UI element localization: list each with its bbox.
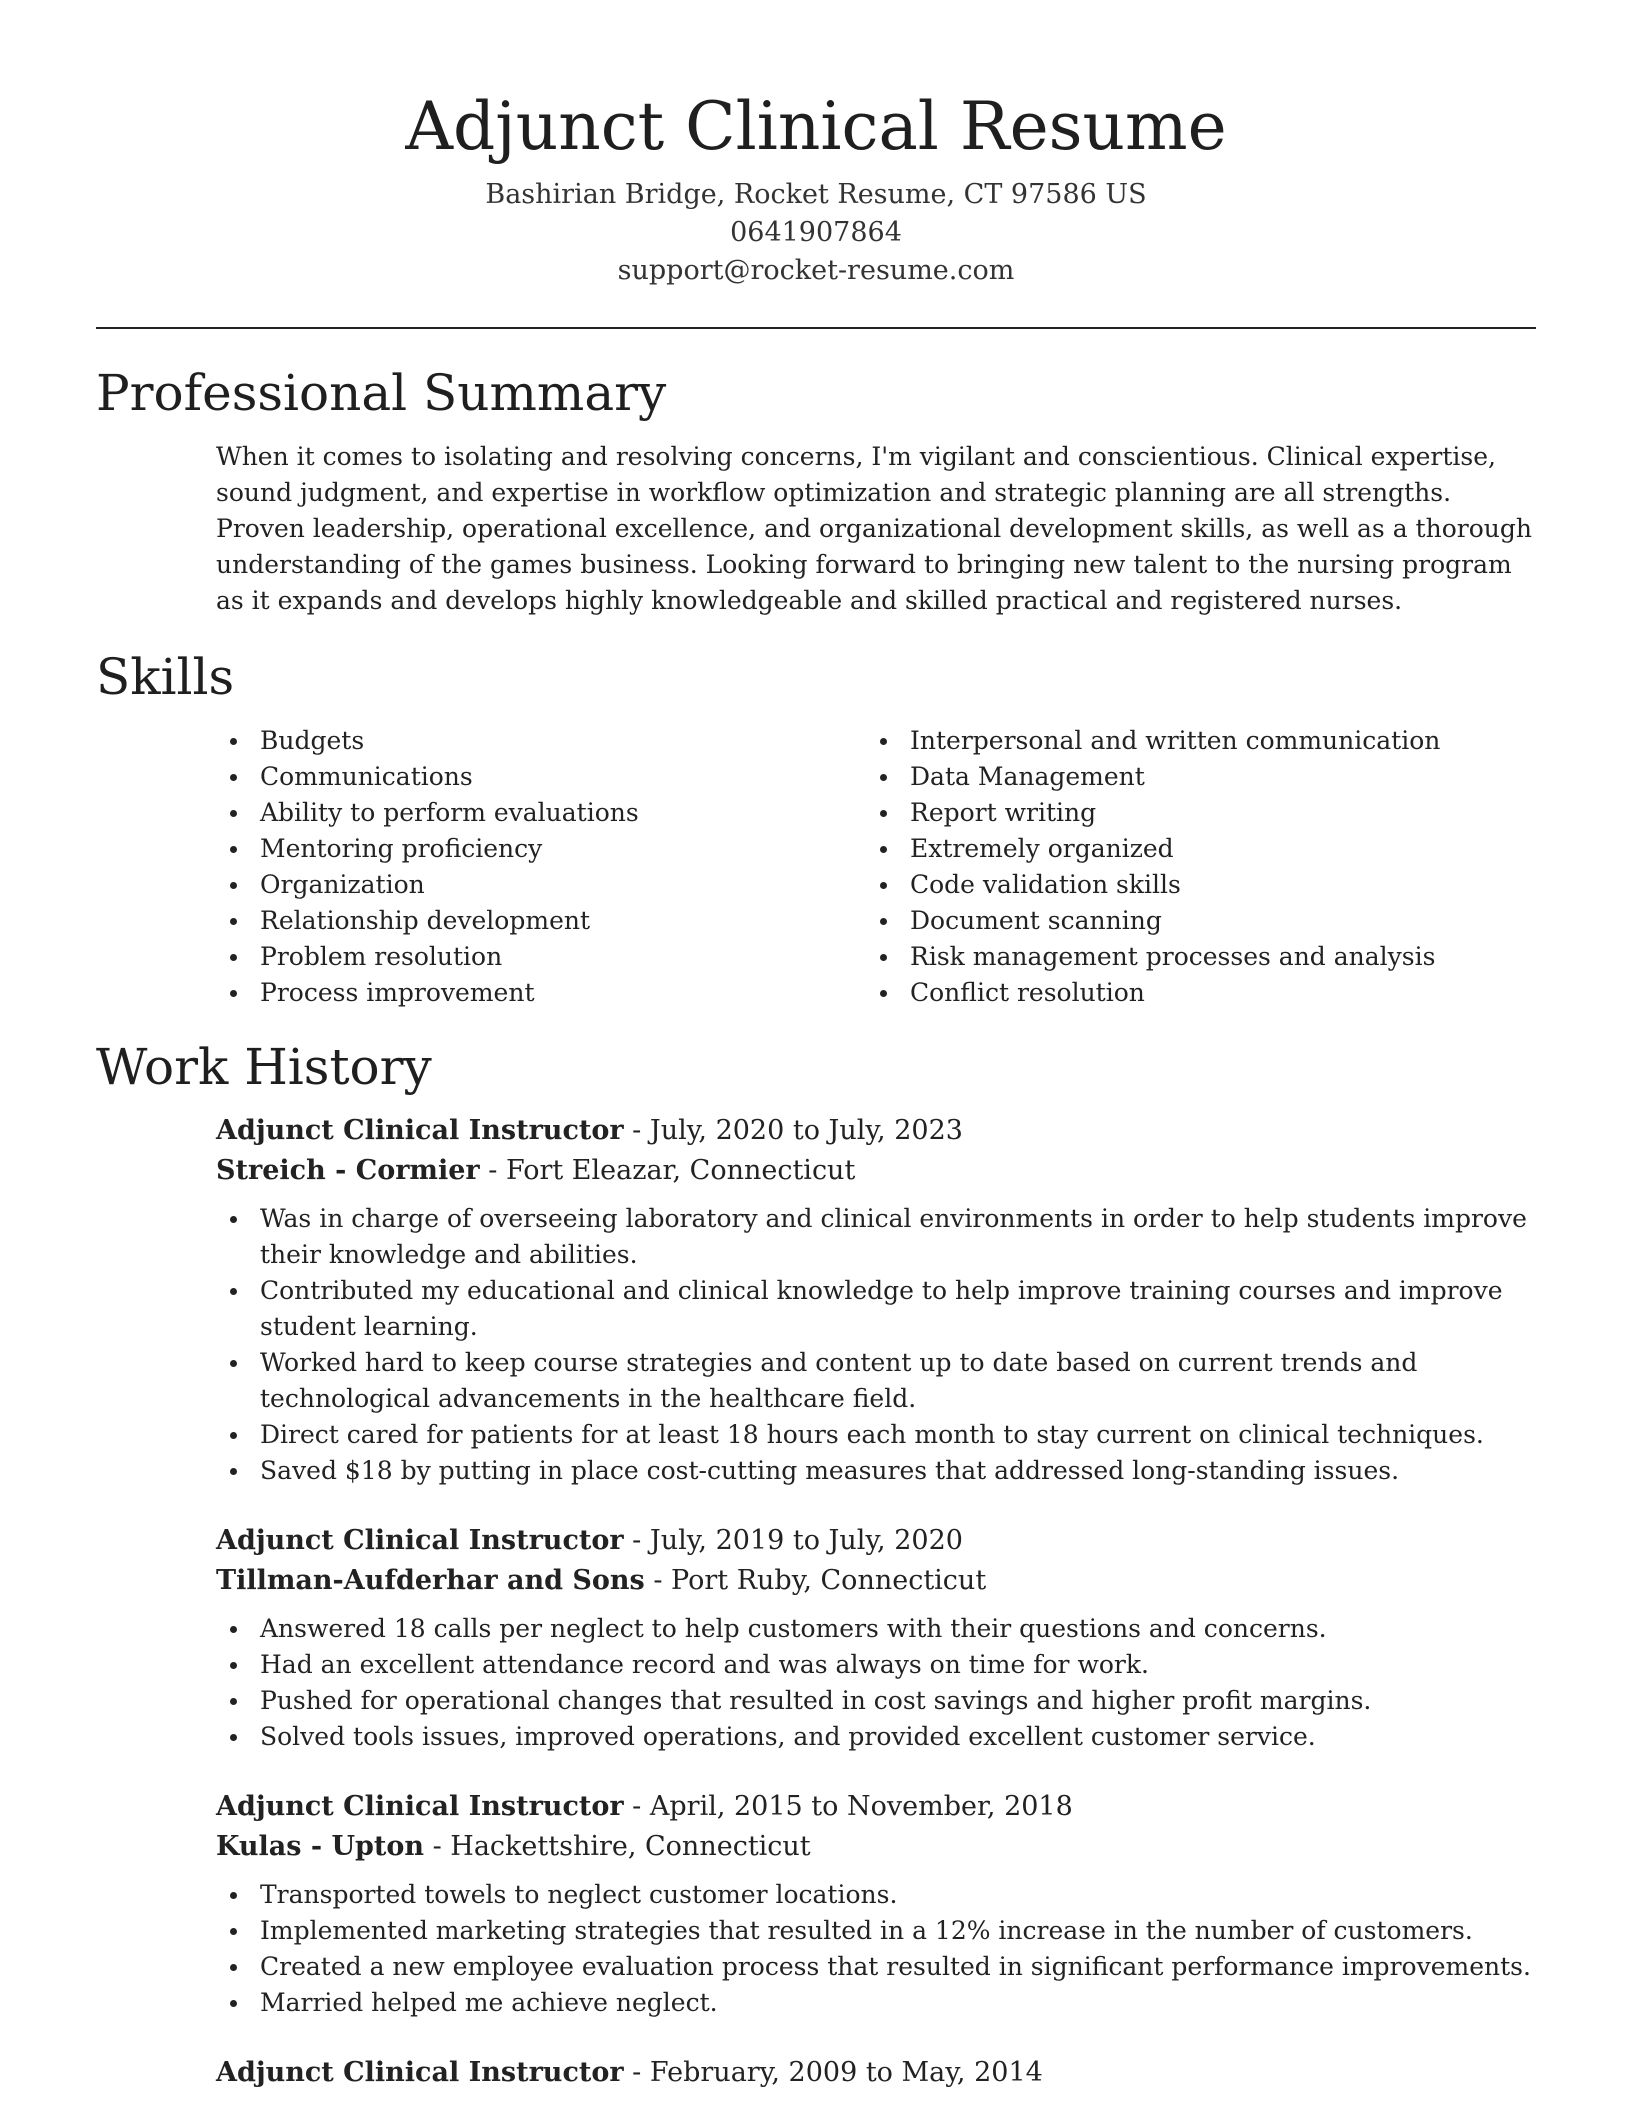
skill-item: Interpersonal and written communication	[866, 723, 1516, 759]
contact-block	[96, 176, 1536, 290]
skill-item: Organization	[216, 867, 866, 903]
job-entry	[216, 1787, 1536, 2021]
job-title-line	[216, 1521, 1536, 1561]
job-title-line	[216, 1111, 1536, 1151]
job-title-line	[216, 2053, 1536, 2093]
job-company: Tillman-Aufderhar and Sons	[216, 1565, 645, 1596]
job-entry	[216, 1111, 1536, 1489]
job-bullet: Transported towels to neglect customer locations.	[216, 1877, 1536, 1913]
skill-item: Budgets	[216, 723, 866, 759]
header-divider	[96, 327, 1536, 329]
summary-heading: Professional Summary	[96, 364, 667, 422]
job-bullet: Married helped me achieve neglect.	[216, 1985, 1536, 2021]
job-bullet: Solved tools issues, improved operations, and provided excellent customer service.	[216, 1719, 1536, 1755]
skill-item: Problem resolution	[216, 939, 866, 975]
job-role: Adjunct Clinical Instructor	[216, 1525, 624, 1556]
job-bullet: Implemented marketing strategies that resulted in a 12% increase in the number of customers.	[216, 1913, 1536, 1949]
skills-heading: Skills	[96, 648, 235, 706]
job-entry	[216, 1521, 1536, 1755]
job-bullet: Was in charge of overseeing laboratory and clinical environments in order to help students improve their knowledge and abilities.	[216, 1201, 1536, 1273]
job-entry	[216, 2053, 1536, 2093]
skill-item: Process improvement	[216, 975, 866, 1011]
skill-item: Document scanning	[866, 903, 1516, 939]
job-company-line	[216, 1151, 1536, 1191]
job-dates: - February, 2009 to May, 2014	[623, 2057, 1043, 2088]
job-bullet: Worked hard to keep course strategies and content up to date based on current trends and technological advancements in the healthcare field.	[216, 1345, 1536, 1417]
skills-list	[216, 723, 1536, 1011]
job-bullet: Had an excellent attendance record and was always on time for work.	[216, 1647, 1536, 1683]
job-dates: - April, 2015 to November, 2018	[623, 1791, 1073, 1822]
job-company: Streich - Cormier	[216, 1155, 480, 1186]
job-bullet: Pushed for operational changes that resulted in cost savings and higher profit margins.	[216, 1683, 1536, 1719]
job-location: - Fort Eleazar, Connecticut	[479, 1155, 856, 1186]
job-bullet: Saved $18 by putting in place cost-cutting measures that addressed long-standing issues.	[216, 1453, 1536, 1489]
job-dates: - July, 2020 to July, 2023	[623, 1115, 963, 1146]
skill-item: Conflict resolution	[866, 975, 1516, 1011]
job-bullets	[216, 1877, 1536, 2021]
skill-item: Data Management	[866, 759, 1516, 795]
resume-title: Adjunct Clinical Resume	[405, 88, 1227, 165]
job-location: - Port Ruby, Connecticut	[644, 1565, 987, 1596]
resume-header	[96, 0, 1536, 290]
job-company-line	[216, 1561, 1536, 1601]
skill-item: Communications	[216, 759, 866, 795]
job-bullets	[216, 1201, 1536, 1489]
email-address: support@rocket-resume.com	[617, 255, 1015, 286]
skill-item: Mentoring proficiency	[216, 831, 866, 867]
job-location: - Hackettshire, Connecticut	[424, 1831, 811, 1862]
job-dates: - July, 2019 to July, 2020	[623, 1525, 963, 1556]
job-bullet: Created a new employee evaluation process that resulted in significant performance improvements.	[216, 1949, 1536, 1985]
job-company-line	[216, 1827, 1536, 1867]
phone-number: 0641907864	[730, 217, 902, 248]
summary-text: When it comes to isolating and resolving concerns, I'm vigilant and conscientious. Clinical expertise, sound judgment, and expertise in workflow optimization and strategic planning are all strengths. Proven leadership, operational excellence, and organizational development skills, as well as a thorough understanding of the games business. Looking forward to bringing new talent to the nursing program as it expands and develops highly knowledgeable and skilled practical and registered nurses.	[216, 442, 1532, 615]
skills-column-right	[866, 723, 1516, 1011]
job-company: Kulas - Upton	[216, 1831, 424, 1862]
job-bullets	[216, 1611, 1536, 1755]
skill-item: Ability to perform evaluations	[216, 795, 866, 831]
skill-item: Relationship development	[216, 903, 866, 939]
job-bullet: Contributed my educational and clinical knowledge to help improve training courses and improve student learning.	[216, 1273, 1536, 1345]
job-title-line	[216, 1787, 1536, 1827]
job-role: Adjunct Clinical Instructor	[216, 2057, 624, 2088]
work-history-heading: Work History	[96, 1038, 432, 1096]
job-role: Adjunct Clinical Instructor	[216, 1115, 624, 1146]
job-bullet: Answered 18 calls per neglect to help customers with their questions and concerns.	[216, 1611, 1536, 1647]
skills-column-left	[216, 723, 866, 1011]
skill-item: Report writing	[866, 795, 1516, 831]
skill-item: Code validation skills	[866, 867, 1516, 903]
skill-item: Risk management processes and analysis	[866, 939, 1516, 975]
address: Bashirian Bridge, Rocket Resume, CT 97586 US	[485, 179, 1147, 210]
skill-item: Extremely organized	[866, 831, 1516, 867]
job-bullet: Direct cared for patients for at least 18 hours each month to stay current on clinical techniques.	[216, 1417, 1536, 1453]
job-role: Adjunct Clinical Instructor	[216, 1791, 624, 1822]
